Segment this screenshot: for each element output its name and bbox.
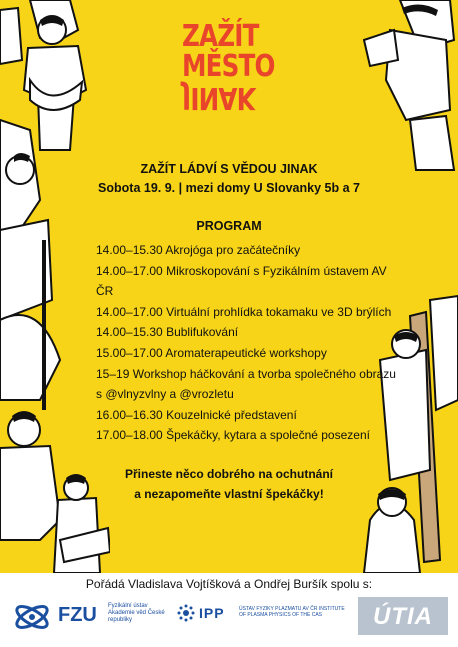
- fzu-subtitle: Fyzikální ústav Akademie věd České republiky: [108, 603, 165, 623]
- program-item: 15.00–17.00 Aromaterapeutické workshopy: [96, 345, 327, 360]
- event-title: ZAŽÍT LÁDVÍ S VĚDOU JINAK: [140, 162, 318, 176]
- event-date-place: Sobota 19. 9. | mezi domy U Slovanky 5b a 7: [98, 181, 360, 195]
- utia-logo: [358, 597, 448, 635]
- ipp-logo: [177, 603, 347, 633]
- ipp-subtitle: ÚSTAV FYZIKY PLAZMATU AV ČR INSTITUTE OF PLASMA PHYSICS OF THE CAS: [239, 606, 345, 618]
- fzu-name: FZU: [58, 604, 97, 626]
- program-item: 15–19 Workshop háčkování a tvorba společného obrazu s @vlnyzvlny a @vrozletu: [96, 366, 396, 402]
- program-list: [96, 240, 396, 446]
- bring-sausages-note: a nezapomeňte vlastní špekáčky!: [134, 487, 324, 501]
- partners-footer: [0, 573, 458, 647]
- program-item: 16.00–16.30 Kouzelnické představení: [96, 407, 297, 422]
- bring-food-note: Přineste něco dobrého na ochutnání: [124, 467, 334, 481]
- organizers-text: Pořádá Vladislava Vojtíšková a Ondřej Buršík spolu s:: [85, 577, 373, 591]
- program-item: 14.00–17.00 Mikroskopování s Fyzikálním ústavem AV ČR: [96, 263, 387, 299]
- plasma-icon: [177, 604, 195, 622]
- logo-line-3: JINAK: [182, 80, 255, 115]
- ipp-name: IPP: [199, 605, 225, 621]
- program-item: 14.00–17.00 Virtuální prohlídka tokamaku ve 3D brýlích: [96, 304, 392, 319]
- program-item: 14.00–15.30 Bublifukování: [96, 325, 239, 340]
- program-title: PROGRAM: [196, 219, 262, 233]
- program-item: 14.00–15.30 Akrojóga pro začátečníky: [96, 243, 301, 257]
- program-item: 17.00–18.00 Špekáčky, kytara a společné posezení: [96, 428, 370, 443]
- utia-name: ÚTIA: [373, 603, 433, 630]
- fzu-logo: [12, 597, 165, 637]
- event-logo: [182, 19, 282, 115]
- logo-line-1: ZAŽÍT: [182, 19, 259, 54]
- logo-line-2: MĚSTO: [182, 49, 275, 84]
- atom-icon: [12, 597, 52, 637]
